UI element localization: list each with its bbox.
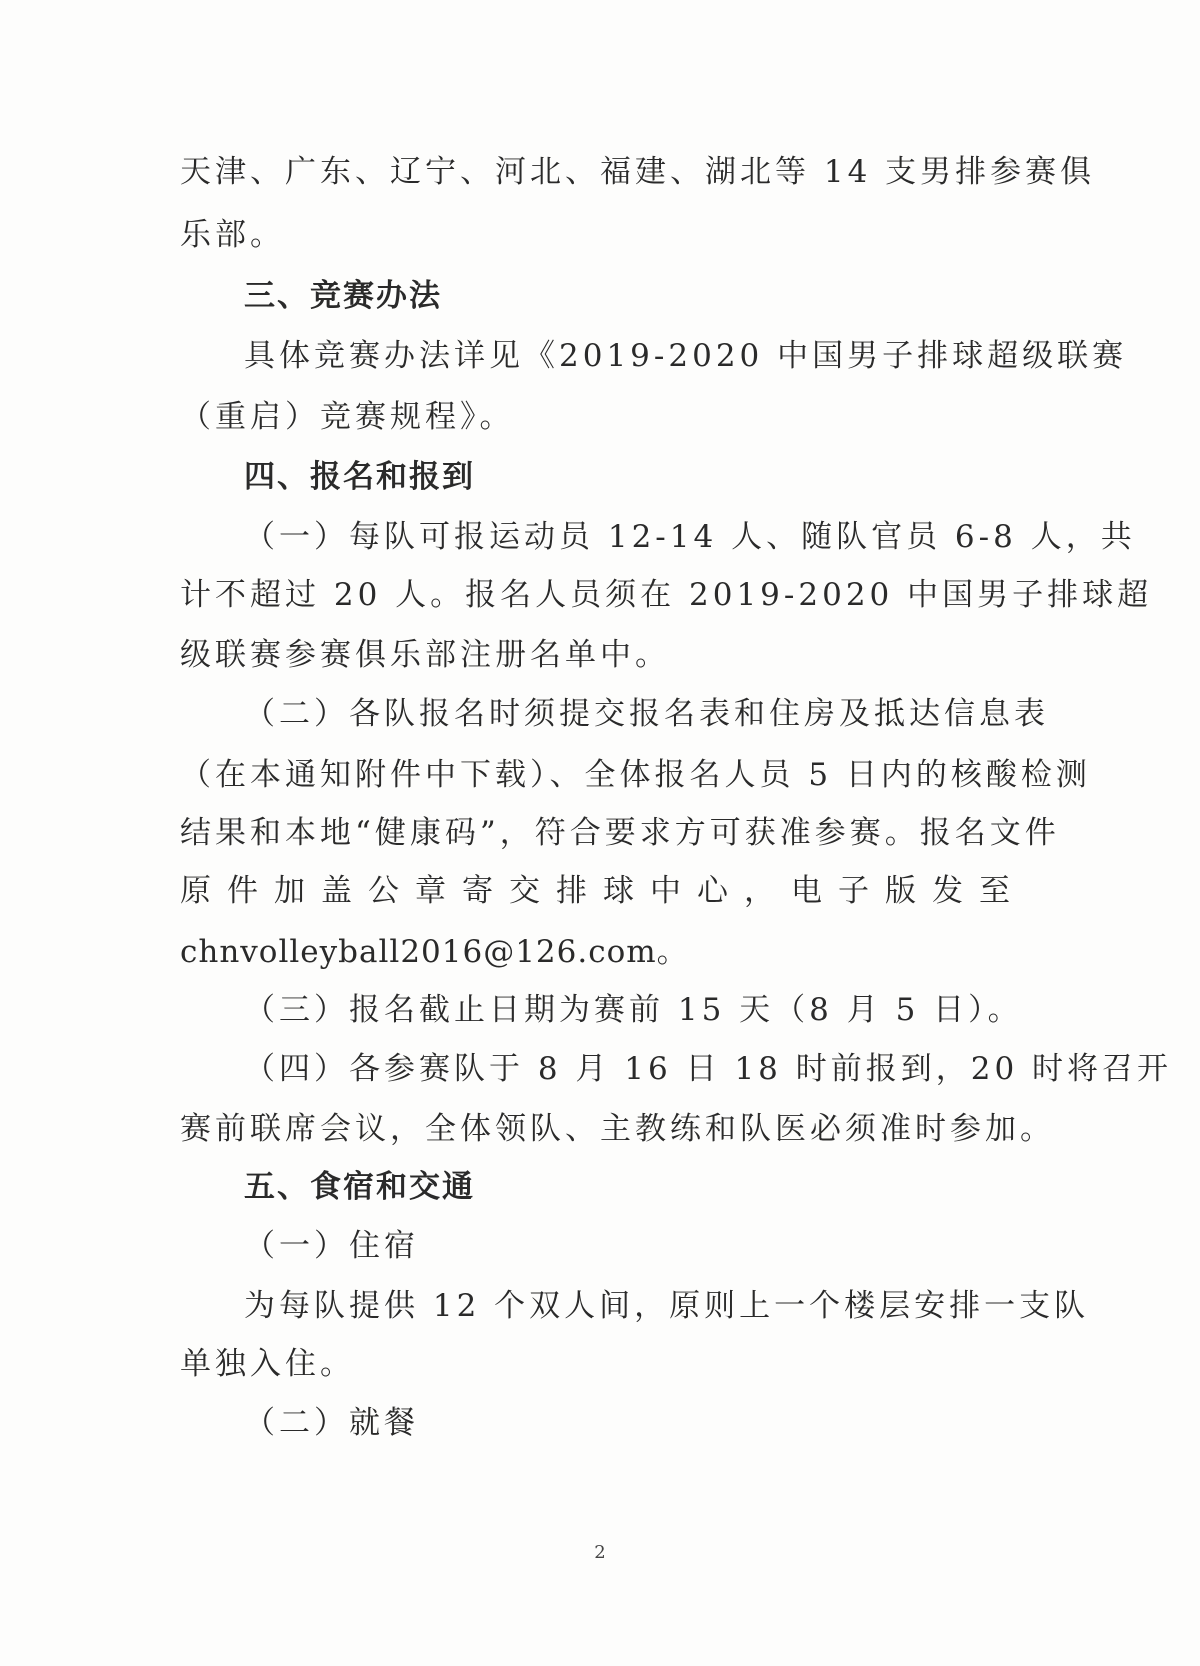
justified-char: 盖	[321, 873, 352, 909]
justified-char: 原	[180, 873, 211, 909]
paragraph-line: （二）各队报名时须提交报名表和住房及抵达信息表	[244, 696, 1049, 732]
subheading-accommodation: （一）住宿	[244, 1228, 419, 1264]
justified-char: 加	[274, 873, 305, 909]
paragraph-line: 结果和本地“健康码”，符合要求方可获准参赛。报名文件	[180, 815, 1060, 851]
paragraph-line: 计不超过 20 人。报名人员须在 2019-2020 中国男子排球超	[180, 577, 1153, 613]
justified-char: ，	[744, 873, 775, 909]
justified-char: 子	[838, 873, 869, 909]
justified-char: 球	[603, 873, 634, 909]
section-heading-food-lodging: 五、食宿和交通	[244, 1169, 475, 1205]
email-address-line: chnvolleyball2016@126.com。	[180, 934, 689, 970]
paragraph-line: 赛前联席会议，全体领队、主教练和队医必须准时参加。	[180, 1111, 1055, 1147]
justified-char: 心	[697, 873, 728, 909]
paragraph-line: （重启）竞赛规程》。	[180, 399, 515, 435]
justified-char: 件	[227, 873, 258, 909]
justified-char: 交	[509, 873, 540, 909]
paragraph-line: （四）各参赛队于 8 月 16 日 18 时前报到，20 时将召开	[244, 1051, 1173, 1087]
paragraph-line-justified	[180, 871, 1010, 911]
subheading-dining: （二）就餐	[244, 1405, 419, 1441]
paragraph-line: （一）每队可报运动员 12-14 人、随队官员 6-8 人，共	[244, 519, 1136, 555]
paragraph-line: 级联赛参赛俱乐部注册名单中。	[180, 637, 670, 673]
justified-char: 寄	[462, 873, 493, 909]
justified-char: 版	[885, 873, 916, 909]
page-number: 2	[594, 1542, 606, 1563]
justified-char: 排	[556, 873, 587, 909]
paragraph-line: （三）报名截止日期为赛前 15 天（8 月 5 日）。	[244, 992, 1023, 1028]
justified-char: 公	[368, 873, 399, 909]
section-heading-competition-method: 三、竞赛办法	[244, 278, 442, 314]
justified-char: 电	[791, 873, 822, 909]
paragraph-line: 天津、广东、辽宁、河北、福建、湖北等 14 支男排参赛俱	[180, 154, 1096, 190]
paragraph-line: 为每队提供 12 个双人间，原则上一个楼层安排一支队	[244, 1288, 1090, 1324]
paragraph-line: 单独入住。	[180, 1346, 355, 1382]
section-heading-registration: 四、报名和报到	[244, 459, 475, 495]
paragraph-line: （在本通知附件中下载）、全体报名人员 5 日内的核酸检测	[180, 757, 1091, 793]
justified-char: 章	[415, 873, 446, 909]
justified-char: 发	[932, 873, 963, 909]
justified-char: 至	[979, 873, 1010, 909]
justified-char: 中	[650, 873, 681, 909]
paragraph-line: 乐部。	[180, 217, 285, 253]
paragraph-line: 具体竞赛办法详见《2019-2020 中国男子排球超级联赛	[244, 338, 1128, 374]
